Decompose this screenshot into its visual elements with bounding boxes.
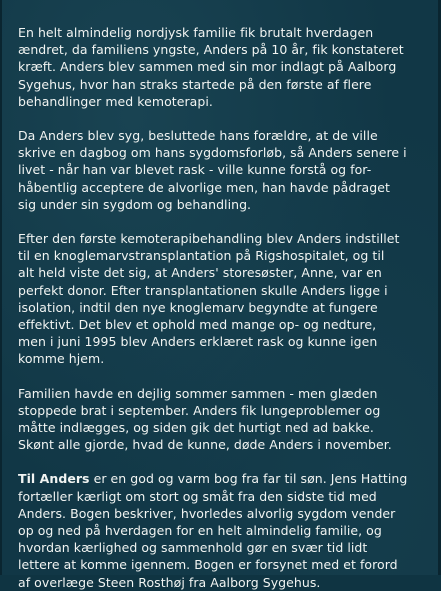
- book-title-lead: Til Anders: [18, 471, 90, 487]
- blurb-paragraph-1: En helt almindelig nordjysk familie fik brutalt hverdagen ændret, da familiens yngste, Anders på 10 år, fik konstateret kræft. Anders blev sammen med sin mor indlagt på Aalborg Sygehus, hvor han straks startede på den første af flere behandlinger med kemoterapi.: [18, 25, 404, 109]
- blurb-paragraph-5-rest: er en god og varm bog fra far til søn. Jens Hatting fortæller kærligt om stort og småt fra den sidste tid med Anders. Bogen beskriver, hvorledes alvorlig sygdom vender op og ned på hverdagen for en helt almindelig familie, og hvordan kærlighed og sammenhold gør en svær tid lidt lettere at komme igennem. Bogen er forsynet med et forord af overlæge Steen Rosthøj fra Aalborg Sygehus.: [18, 471, 408, 590]
- blurb-text: [18, 24, 428, 591]
- blurb-paragraph-4: Familien havde en dejlig sommer sammen - men glæden stoppede brat i september. Anders fik lungeproblemer og måtte indlægges, og siden gik det hurtigt ned ad bakke. Skønt alle gjorde, hvad de kunne, døde Anders i november.: [18, 385, 392, 453]
- blurb-paragraph-5: [18, 470, 428, 590]
- blurb-paragraph-3: Efter den første kemoterapibehandling blev Anders indstillet til en knoglemarvstransplantation på Rigshospitalet, og til alt held viste det sig, at Anders' storesøster, Anne, var en perfekt donor. Efter transplantationen skulle Anders ligge i isolation, indtil den nye knoglemarv begyndte at fungere effektivt. Det blev et ophold med mange op- og nedture, men i juni 1995 blev Anders erklæret rask og kunne igen komme hjem.: [18, 231, 400, 367]
- blurb-paragraph-2: Da Anders blev syg, besluttede hans forældre, at de ville skrive en dagbog om hans sygdomsforløb, så Anders senere i livet - når han var blevet rask - ville kunne forstå og for- håbentlig acceptere de alvorlige men, han havde pådraget sig under sin sygdom og behandling.: [18, 128, 407, 212]
